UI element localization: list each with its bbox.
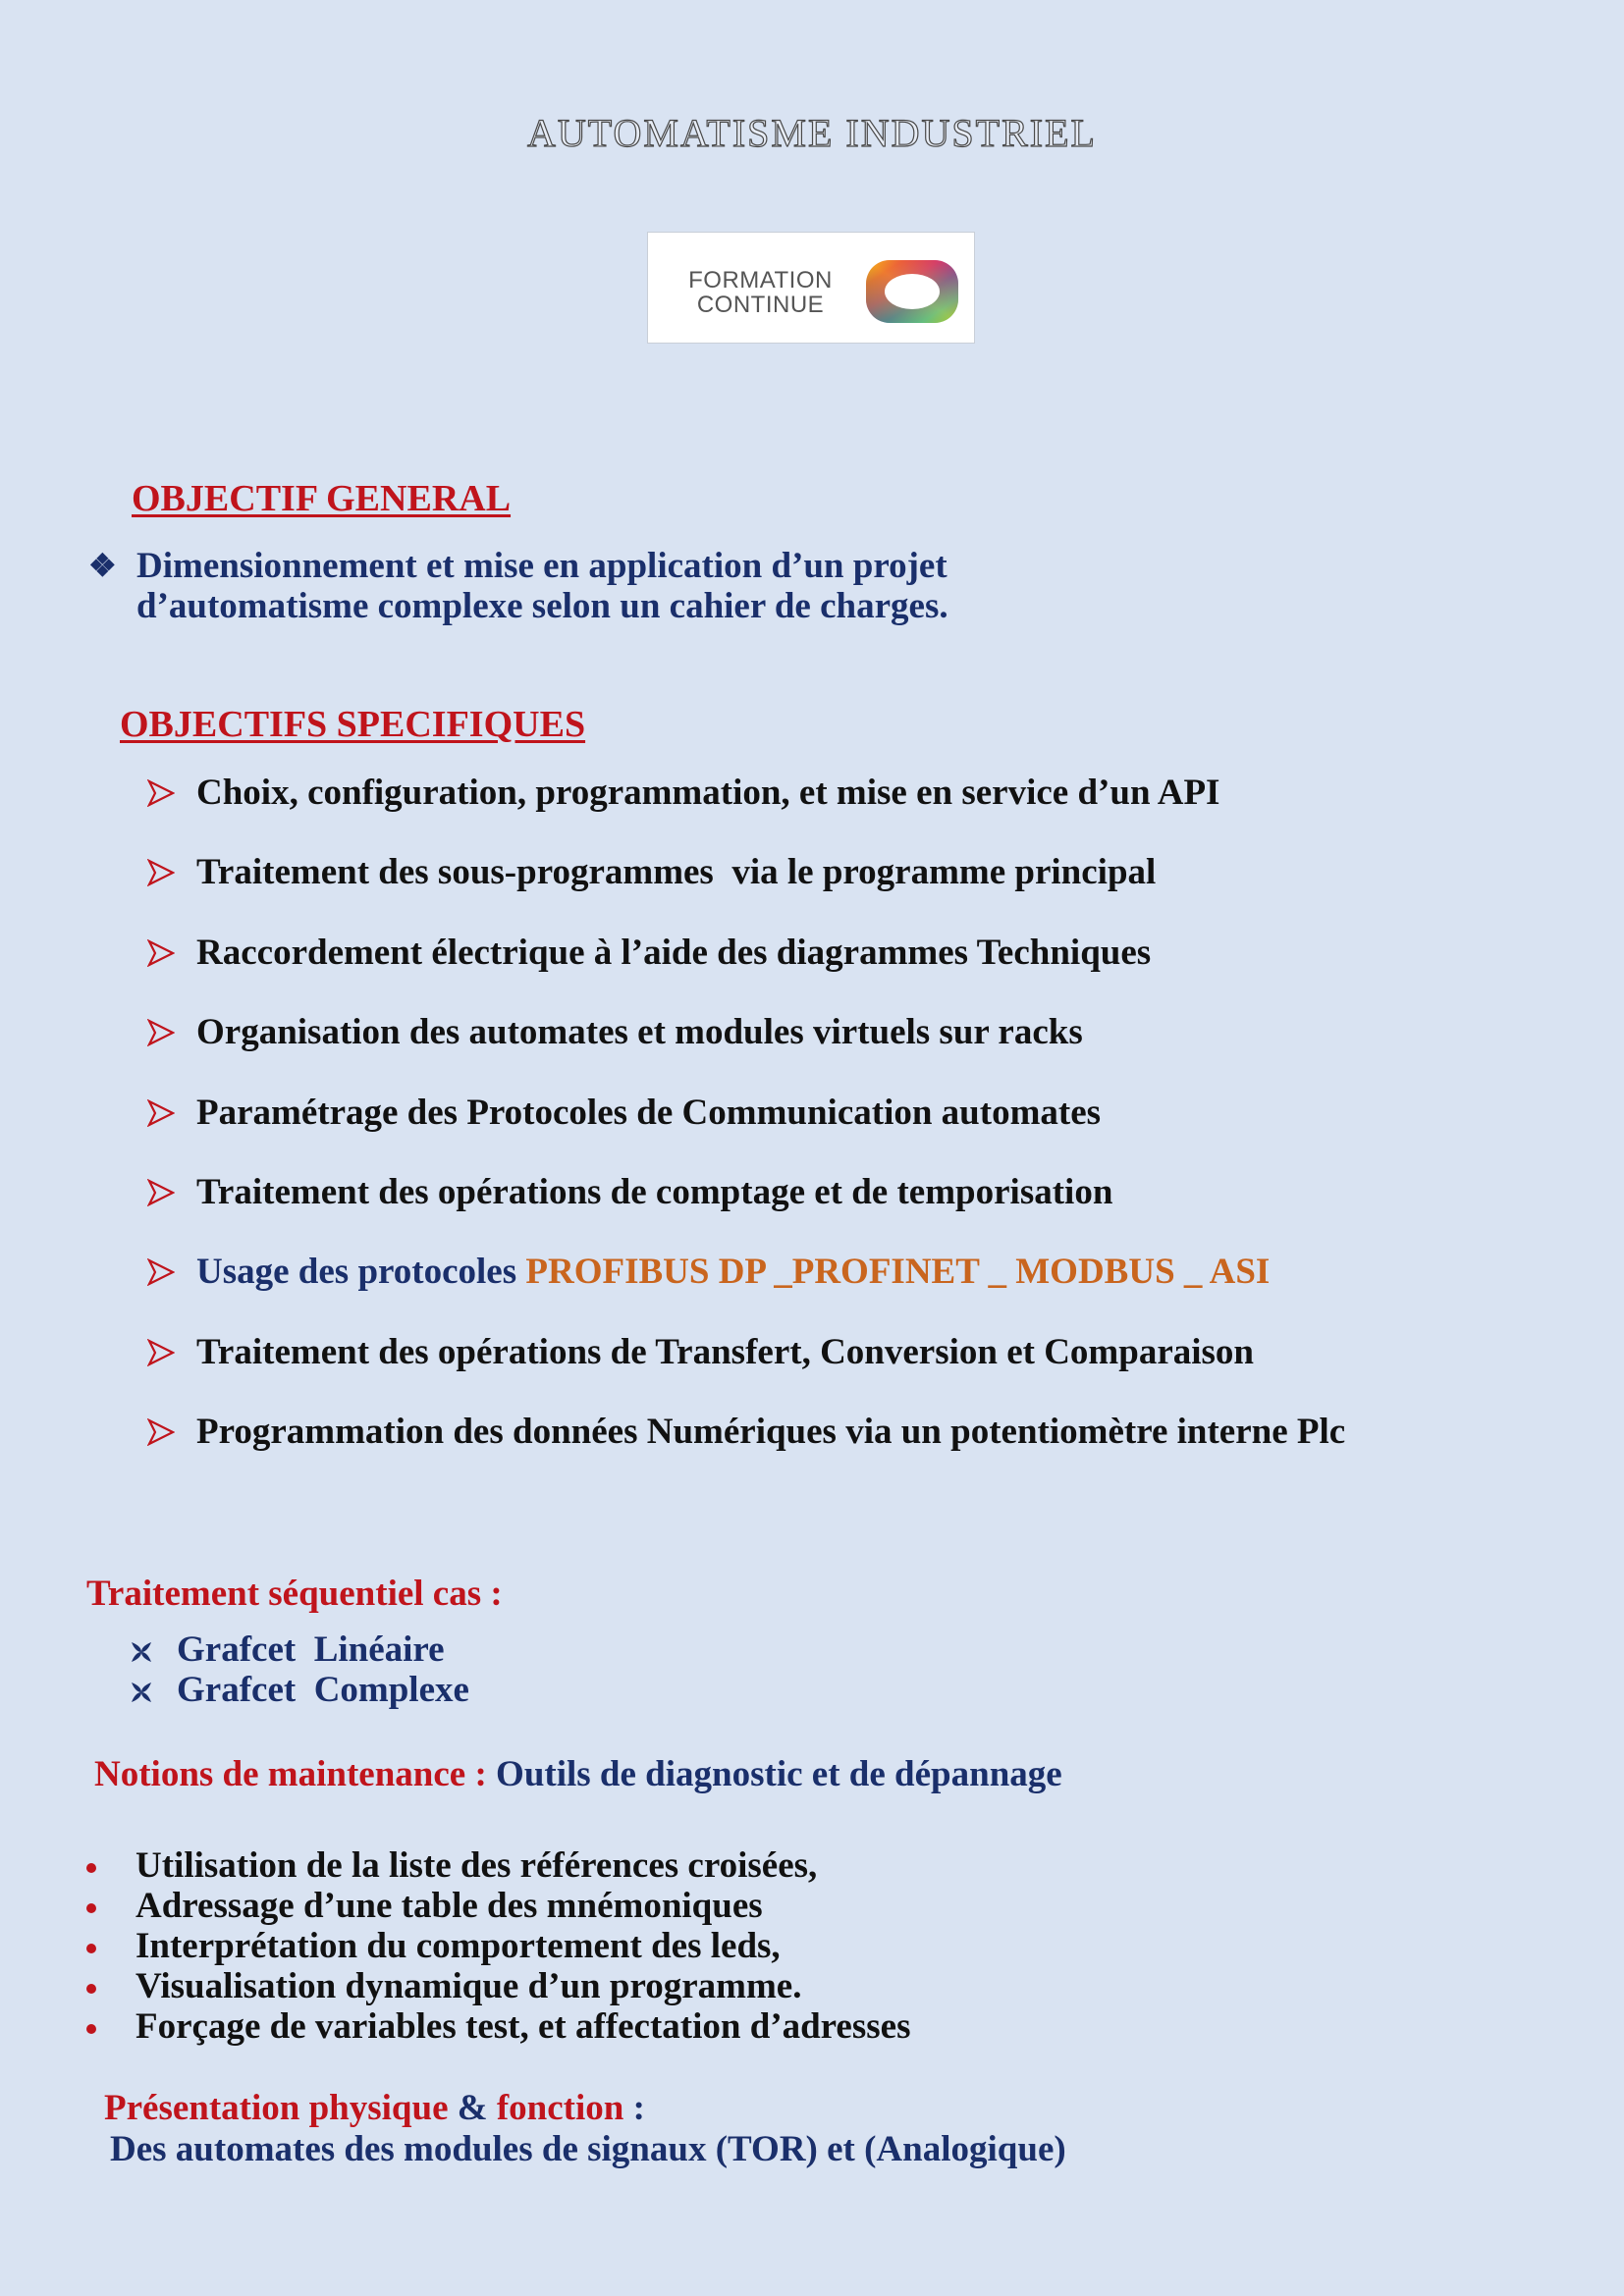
list-item-text: Traitement des opérations de Transfert, Conversion et Comparaison	[196, 1331, 1255, 1372]
list-item-text: Paramétrage des Protocoles de Communication automates	[196, 1092, 1102, 1133]
objectifs-specifiques-heading: OBJECTIFS SPECIFIQUES	[120, 704, 586, 745]
document-title: AUTOMATISME INDUSTRIEL	[527, 111, 1097, 155]
logo-text-line2: CONTINUE	[696, 292, 825, 318]
arrowhead-bullet-icon	[147, 1339, 175, 1366]
presentation-title	[104, 2087, 645, 2129]
protocoles-highlight: PROFIBUS DP _PROFINET _ MODBUS _ ASI	[525, 1252, 1271, 1293]
floral-bullet-icon	[128, 1638, 155, 1666]
objectif-general-line2: d’automatisme complexe selon un cahier de charges.	[136, 586, 948, 626]
list-item-text: Choix, configuration, programmation, et mise en service d’un API	[196, 773, 1220, 813]
arrowhead-bullet-icon	[147, 1418, 175, 1446]
list-item-text: Traitement des opérations de comptage et de temporisation	[196, 1171, 1113, 1212]
protocoles-prefix: Usage des protocoles	[196, 1252, 526, 1293]
arrowhead-bullet-icon	[147, 1099, 175, 1127]
presentation-part1: Présentation physique	[104, 2088, 458, 2128]
objectif-general-line1: Dimensionnement et mise en application d’un projet	[136, 546, 947, 586]
list-item-text: Grafcet Complexe	[177, 1670, 469, 1710]
traitement-sequentiel-title: Traitement séquentiel cas :	[86, 1574, 503, 1614]
list-item-text: Interprétation du comportement des leds,	[135, 1926, 781, 1966]
maintenance-line	[94, 1753, 1062, 1795]
list-item-text: Raccordement électrique à l’aide des diagrammes Techniques	[196, 932, 1152, 973]
dot-bullet-icon	[86, 1903, 96, 1913]
list-item-text: Utilisation de la liste des références croisées,	[135, 1845, 818, 1886]
logo-text	[660, 268, 861, 317]
floral-bullet-icon	[128, 1679, 155, 1706]
arrowhead-bullet-icon	[147, 1019, 175, 1046]
objectif-general-heading: OBJECTIF GENERAL	[132, 478, 512, 519]
list-item-text: Visualisation dynamique d’un programme.	[135, 1966, 802, 2006]
dot-bullet-icon	[86, 1984, 96, 1994]
list-item-text: Programmation des données Numériques via un potentiomètre interne Plc	[196, 1412, 1346, 1453]
rainbow-ring-icon	[862, 256, 962, 327]
arrowhead-bullet-icon	[147, 939, 175, 967]
logo-text-line1: FORMATION	[688, 267, 833, 294]
dot-bullet-icon	[86, 1863, 96, 1873]
arrowhead-bullet-icon	[147, 859, 175, 886]
presentation-colon: :	[632, 2088, 645, 2128]
arrowhead-bullet-icon	[147, 779, 175, 807]
presentation-part2: fonction	[496, 2088, 633, 2128]
list-item-text	[196, 1249, 1270, 1296]
presentation-description: Des automates des modules de signaux (TOR) et (Analogique)	[110, 2129, 1066, 2169]
maintenance-value: Outils de diagnostic et de dépannage	[496, 1754, 1062, 1794]
arrowhead-bullet-icon	[147, 1258, 175, 1286]
list-item-text: Grafcet Linéaire	[177, 1629, 445, 1670]
dot-bullet-icon	[86, 2024, 96, 2034]
dot-bullet-icon	[86, 1944, 96, 1953]
formation-continue-logo	[647, 232, 975, 344]
list-item-text: Forçage de variables test, et affectation d’adresses	[135, 2006, 911, 2047]
maintenance-label: Notions de maintenance :	[94, 1754, 497, 1794]
arrowhead-bullet-icon	[147, 1179, 175, 1206]
diamond-bullet-icon: ❖	[88, 548, 117, 583]
list-item-text: Adressage d’une table des mnémoniques	[135, 1886, 763, 1926]
presentation-amp: &	[457, 2088, 497, 2128]
list-item-text: Traitement des sous-programmes via le programme principal	[196, 852, 1157, 893]
list-item-text: Organisation des automates et modules virtuels sur racks	[196, 1012, 1083, 1053]
